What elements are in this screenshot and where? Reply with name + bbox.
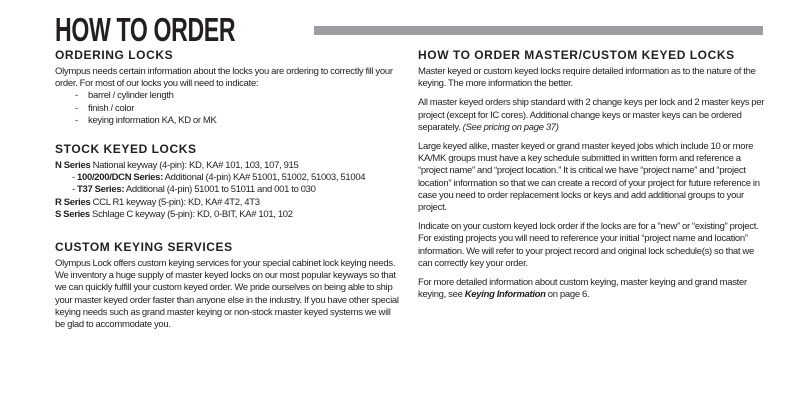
see-pricing-note: (See pricing on page 37) [462, 121, 559, 133]
series-name: S Series [55, 208, 90, 220]
bullet-text: barrel / cylinder length [88, 90, 174, 102]
series-name: T37 Series: [77, 184, 125, 196]
bullet-text: finish / color [88, 102, 135, 114]
keying-information-reference: Keying Information [464, 289, 546, 301]
column-right [418, 48, 770, 301]
series-name: R Series [55, 196, 91, 208]
header [55, 12, 763, 48]
section-heading-ordering-locks: ORDERING LOCKS [55, 48, 174, 62]
stock-line-100-200-dcn-series [55, 172, 400, 184]
master-keyed-paragraph-3: Large keyed alike, master keyed or grand master keyed jobs which include 10 or more KA/MK groups must have a key schedule submitted in written form and reference a “project name” and “project location.” It is critical we have “project name” and “project location” information so that we can create a record of your project for future reference in case you need to order replacement locks or keys and add additional groups to your project. [418, 141, 760, 214]
series-detail: Schlage C keyway (5-pin): KD, 0-BIT, KA# 101, 102 [89, 208, 293, 220]
paragraph-text: on page 6. [545, 289, 590, 301]
master-keyed-paragraph-4: Indicate on your custom keyed lock order if the locks are for a “new” or “existing” project. For existing projects you will need to reference your initial “project name and location” information. We will refer to your project record and original lock schedule(s) so that we can correctly key your order. [418, 221, 759, 269]
master-keyed-paragraph-2 [418, 97, 770, 134]
stock-line-n-series [55, 160, 400, 172]
stock-line-r-series [55, 197, 400, 209]
section-heading-stock-keyed-locks: STOCK KEYED LOCKS [55, 142, 197, 157]
bullet-item [55, 115, 400, 127]
bullet-text: keying information KA, KD or MK [88, 114, 217, 126]
section-heading-master-custom-keyed-locks: HOW TO ORDER MASTER/CUSTOM KEYED LOCKS [418, 48, 735, 62]
bullet-dash: - [75, 114, 78, 126]
stock-list [55, 160, 400, 221]
custom-keying-body: Olympus Lock offers custom keying services for your special cabinet lock keying needs. We inventory a huge supply of master keyed locks on our most popular keyways so that we can quickly fulfill your custom keyed order. We pride ourselves on being able to ship your master keyed order faster than anyone else in the industry. If you have other special keying needs such as grand master keying or non-stock master keyed systems we will be glad to accommodate you. [55, 258, 399, 331]
section-heading-custom-keying-services: CUSTOM KEYING SERVICES [55, 240, 233, 255]
bullet-item [55, 103, 400, 115]
ordering-bullet-list [55, 90, 400, 127]
series-detail: Additional (4-pin) KA# 51001, 51002, 51003, 51004 [163, 172, 366, 184]
page-title: HOW TO ORDER [55, 11, 236, 48]
title-rule [314, 26, 763, 35]
series-detail: National keyway (4-pin): KD, KA# 101, 103, 107, 915 [90, 160, 299, 172]
stock-line-t37-series [55, 184, 400, 196]
column-left [55, 48, 400, 331]
bullet-dash: - [75, 90, 78, 102]
series-detail: CCL R1 keyway (5-pin): KD, KA# 4T2, 4T3 [90, 196, 260, 208]
bullet-dash: - [75, 102, 78, 114]
paragraph-text: All master keyed orders ship standard with 2 change keys per lock and 2 master keys per project (except for IC cores). Additional change keys or master keys can be ordered separately. [418, 97, 765, 133]
series-name: 100/200/DCN Series: [77, 172, 164, 184]
ordering-intro: Olympus needs certain information about the locks you are ordering to correctly fill your order. For most of our locks you will need to indicate: [55, 66, 393, 90]
line-dash: - [72, 172, 78, 184]
stock-line-s-series [55, 209, 400, 221]
series-name: N Series [55, 160, 91, 172]
bullet-item [55, 90, 400, 102]
series-detail: Additional (4-pin) 51001 to 51011 and 001 to 030 [124, 184, 316, 196]
line-dash: - [72, 184, 78, 196]
paragraph-text: For more detailed information about custom keying, master keying and grand master keying, see [418, 277, 747, 301]
page-title-wrap [55, 12, 312, 48]
master-keyed-paragraph-1: Master keyed or custom keyed locks require detailed information as to the nature of the keying. The more information the better. [418, 66, 756, 90]
master-keyed-paragraph-5 [418, 277, 770, 301]
